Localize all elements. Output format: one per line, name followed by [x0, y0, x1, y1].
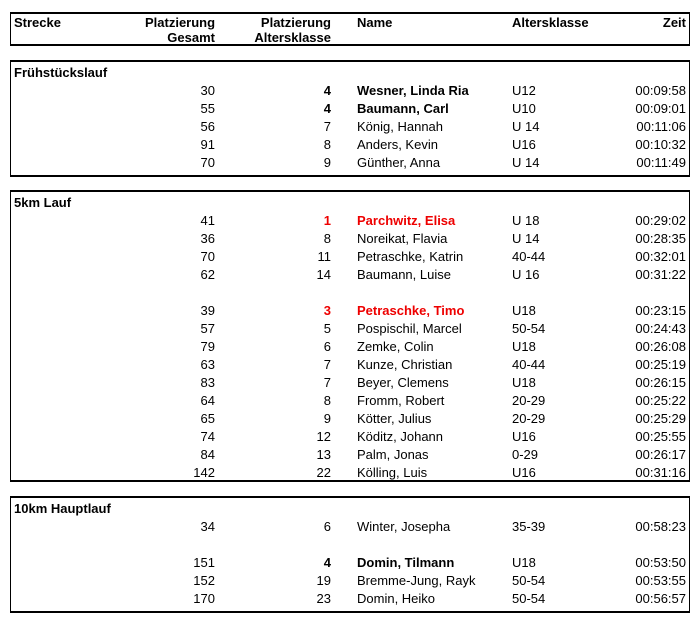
age-class-cell: U 18	[512, 213, 540, 228]
overall-place-cell: 151	[193, 555, 215, 570]
age-class-cell: 35-39	[512, 519, 546, 534]
section-title: 10km Hauptlauf	[14, 501, 111, 516]
header-row-2	[11, 30, 689, 45]
finish-time-cell: 00:24:43	[635, 321, 686, 336]
overall-place-cell: 152	[193, 573, 215, 588]
runner-name-cell: Kunze, Christian	[357, 357, 453, 372]
result-row	[11, 154, 689, 172]
runner-name-cell: Palm, Jonas	[357, 447, 429, 462]
finish-time-cell: 00:53:55	[635, 573, 686, 588]
result-row	[11, 572, 689, 590]
overall-place-cell: 70	[200, 155, 215, 170]
runner-name-cell: König, Hannah	[357, 119, 444, 134]
result-row	[11, 302, 689, 320]
overall-place-cell: 74	[200, 429, 215, 444]
section-10km-hauptlauf	[10, 496, 690, 613]
overall-place-cell: 79	[200, 339, 215, 354]
age-class-cell: 20-29	[512, 411, 546, 426]
age-class-cell: U16	[512, 137, 536, 152]
result-row	[11, 374, 689, 392]
overall-place-cell: 91	[200, 137, 215, 152]
section-rows	[11, 82, 689, 172]
age-class-cell: U 14	[512, 119, 540, 134]
result-row	[11, 518, 689, 536]
runner-name-cell: Bremme-Jung, Rayk	[357, 573, 476, 588]
overall-place-cell: 36	[200, 231, 215, 246]
finish-time-cell: 00:31:22	[635, 267, 686, 282]
finish-time-cell: 00:29:02	[635, 213, 686, 228]
finish-time-cell: 00:28:35	[635, 231, 686, 246]
result-row	[11, 230, 689, 248]
finish-time-cell: 00:11:06	[636, 119, 686, 134]
age-class-place-cell: 5	[323, 321, 331, 336]
result-row	[11, 212, 689, 230]
result-row	[11, 554, 689, 572]
spacer-row	[11, 536, 689, 554]
runner-name-cell: Kötter, Julius	[357, 411, 432, 426]
overall-place-cell: 65	[200, 411, 215, 426]
age-class-place-cell: 8	[323, 137, 331, 152]
age-class-place-cell: 7	[323, 375, 331, 390]
age-class-cell: 40-44	[512, 249, 546, 264]
finish-time-cell: 00:26:08	[635, 339, 686, 354]
age-class-place-cell: 6	[323, 519, 331, 534]
age-class-place-cell: 9	[323, 411, 331, 426]
finish-time-cell: 00:56:57	[635, 591, 686, 606]
runner-name-cell: Beyer, Clemens	[357, 375, 449, 390]
overall-place-cell: 63	[200, 357, 215, 372]
overall-place-cell: 56	[200, 119, 215, 134]
age-class-place-cell: 8	[323, 231, 331, 246]
age-class-cell: U18	[512, 555, 536, 570]
col-header-gesamt-subline: Gesamt	[167, 30, 215, 45]
overall-place-cell: 39	[200, 303, 215, 318]
runner-name-cell: Parchwitz, Elisa	[357, 213, 456, 228]
age-class-cell: U 14	[512, 231, 540, 246]
runner-name-cell: Baumann, Carl	[357, 101, 449, 116]
age-class-place-cell: 4	[323, 101, 331, 116]
runner-name-cell: Wesner, Linda Ria	[357, 83, 469, 98]
age-class-cell: U18	[512, 339, 536, 354]
age-class-cell: 50-54	[512, 573, 546, 588]
age-class-place-cell: 8	[323, 393, 331, 408]
age-class-cell: U16	[512, 465, 536, 480]
age-class-place-cell: 9	[323, 155, 331, 170]
result-row	[11, 82, 689, 100]
age-class-cell: 50-54	[512, 591, 546, 606]
result-row	[11, 392, 689, 410]
runner-name-cell: Kölling, Luis	[357, 465, 428, 480]
result-row	[11, 266, 689, 284]
runner-name-cell: Baumann, Luise	[357, 267, 451, 282]
overall-place-cell: 41	[200, 213, 215, 228]
result-row	[11, 464, 689, 482]
section-title: Frühstückslauf	[14, 65, 108, 80]
age-class-place-cell: 11	[317, 249, 331, 264]
result-row	[11, 590, 689, 608]
spacer-row	[11, 284, 689, 302]
age-class-place-cell: 6	[323, 339, 331, 354]
age-class-cell: U18	[512, 303, 536, 318]
age-class-cell: U 14	[512, 155, 540, 170]
age-class-place-cell: 13	[316, 447, 331, 462]
overall-place-cell: 84	[200, 447, 215, 462]
age-class-cell: U16	[512, 429, 536, 444]
result-row	[11, 338, 689, 356]
age-class-cell: U12	[512, 83, 536, 98]
result-row	[11, 100, 689, 118]
runner-name-cell: Günther, Anna	[357, 155, 441, 170]
age-class-place-cell: 19	[316, 573, 331, 588]
col-header-altersklasse: Altersklasse	[512, 15, 589, 30]
finish-time-cell: 00:26:17	[635, 447, 686, 462]
finish-time-cell: 00:10:32	[635, 137, 686, 152]
runner-name-cell: Fromm, Robert	[357, 393, 445, 408]
finish-time-cell: 00:32:01	[635, 249, 686, 264]
runner-name-cell: Petraschke, Katrin	[357, 249, 464, 264]
runner-name-cell: Köditz, Johann	[357, 429, 444, 444]
result-row	[11, 248, 689, 266]
runner-name-cell: Anders, Kevin	[357, 137, 438, 152]
result-row	[11, 410, 689, 428]
overall-place-cell: 57	[200, 321, 215, 336]
age-class-place-cell: 4	[323, 555, 331, 570]
finish-time-cell: 00:25:55	[635, 429, 686, 444]
finish-time-cell: 00:31:16	[635, 465, 686, 480]
section-rows	[11, 518, 689, 608]
age-class-cell: 0-29	[512, 447, 539, 462]
header-row-1	[11, 15, 689, 30]
age-class-cell: U10	[512, 101, 536, 116]
overall-place-cell: 55	[200, 101, 215, 116]
age-class-place-cell: 7	[323, 119, 331, 134]
age-class-place-cell: 7	[323, 357, 331, 372]
finish-time-cell: 00:25:19	[635, 357, 686, 372]
finish-time-cell: 00:26:15	[635, 375, 686, 390]
runner-name-cell: Domin, Heiko	[357, 591, 436, 606]
finish-time-cell: 00:09:58	[635, 83, 686, 98]
age-class-cell: 20-29	[512, 393, 546, 408]
section-fruehstueckslauf	[10, 60, 690, 177]
age-class-cell: U18	[512, 375, 536, 390]
section-rows	[11, 212, 689, 482]
runner-name-cell: Zemke, Colin	[357, 339, 434, 354]
runner-name-cell: Petraschke, Timo	[357, 303, 465, 318]
finish-time-cell: 00:11:49	[636, 155, 686, 170]
col-header-strecke: Strecke	[14, 15, 61, 30]
runner-name-cell: Noreikat, Flavia	[357, 231, 448, 246]
overall-place-cell: 64	[200, 393, 215, 408]
runner-name-cell: Pospischil, Marcel	[357, 321, 462, 336]
age-class-place-cell: 23	[316, 591, 331, 606]
runner-name-cell: Winter, Josepha	[357, 519, 451, 534]
age-class-place-cell: 14	[316, 267, 331, 282]
runner-name-cell: Domin, Tilmann	[357, 555, 455, 570]
col-header-platzierung-ak: Platzierung	[260, 15, 331, 30]
col-header-zeit: Zeit	[662, 15, 686, 30]
finish-time-cell: 00:53:50	[635, 555, 686, 570]
age-class-cell: U 16	[512, 267, 540, 282]
section-5km-lauf	[10, 190, 690, 482]
result-row	[11, 320, 689, 338]
age-class-place-cell: 1	[323, 213, 331, 228]
overall-place-cell: 142	[193, 465, 215, 480]
result-row	[11, 118, 689, 136]
result-row	[11, 356, 689, 374]
overall-place-cell: 62	[200, 267, 215, 282]
age-class-place-cell: 22	[316, 465, 331, 480]
overall-place-cell: 170	[193, 591, 215, 606]
result-row	[11, 428, 689, 446]
age-class-cell: 40-44	[512, 357, 546, 372]
finish-time-cell: 00:25:29	[635, 411, 686, 426]
finish-time-cell: 00:09:01	[635, 101, 686, 116]
age-class-cell: 50-54	[512, 321, 546, 336]
overall-place-cell: 70	[200, 249, 215, 264]
age-class-place-cell: 3	[323, 303, 331, 318]
result-row	[11, 446, 689, 464]
section-title: 5km Lauf	[14, 195, 72, 210]
overall-place-cell: 83	[200, 375, 215, 390]
age-class-place-cell: 4	[323, 83, 331, 98]
finish-time-cell: 00:23:15	[635, 303, 686, 318]
finish-time-cell: 00:25:22	[635, 393, 686, 408]
age-class-place-cell: 12	[316, 429, 331, 444]
overall-place-cell: 30	[200, 83, 215, 98]
result-row	[11, 136, 689, 154]
overall-place-cell: 34	[200, 519, 215, 534]
finish-time-cell: 00:58:23	[635, 519, 686, 534]
col-header-platzierung-gesamt: Platzierung	[145, 15, 215, 30]
col-header-altersklasse-subline: Altersklasse	[254, 30, 331, 45]
results-table-header	[10, 12, 690, 46]
col-header-name: Name	[357, 15, 393, 30]
